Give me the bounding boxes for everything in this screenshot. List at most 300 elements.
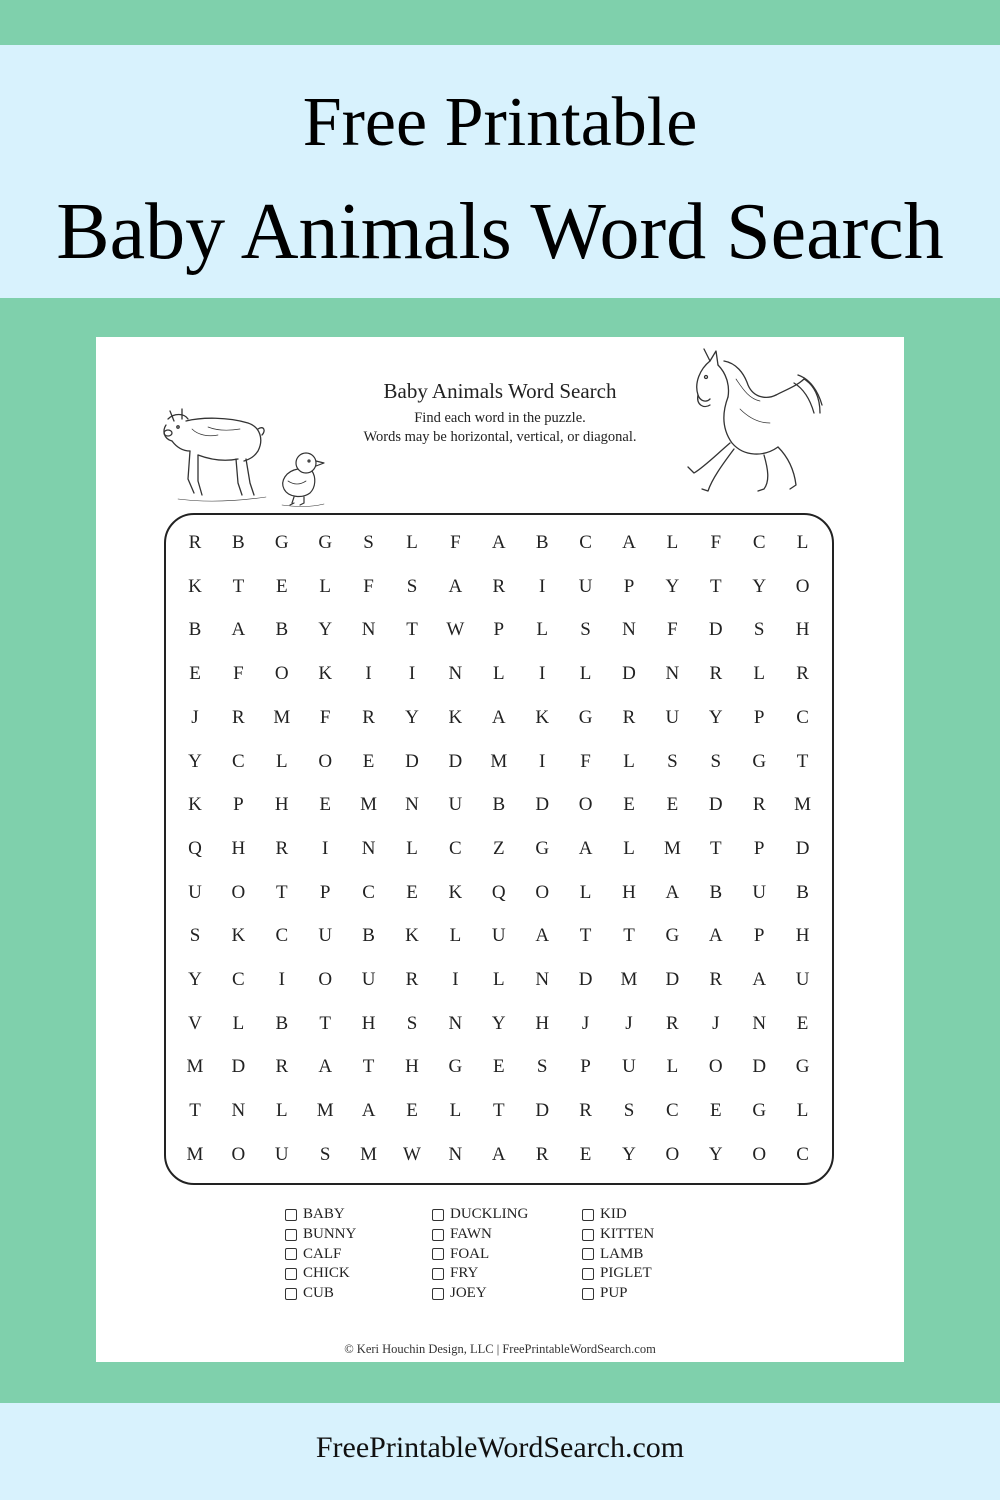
grid-letter[interactable]: J — [625, 1012, 633, 1034]
grid-letter[interactable]: C — [362, 881, 375, 903]
grid-letter[interactable]: M — [186, 1056, 204, 1078]
grid-letter[interactable]: N — [448, 663, 463, 685]
word-item[interactable] — [582, 1225, 654, 1245]
grid-letter[interactable]: C — [666, 1100, 679, 1122]
grid-letter[interactable]: F — [580, 750, 591, 772]
grid-letter[interactable]: R — [709, 663, 723, 685]
grid-letter[interactable]: T — [709, 837, 722, 859]
grid-letter[interactable]: W — [446, 619, 465, 641]
grid-letter[interactable]: N — [405, 794, 419, 816]
footer-site-link[interactable]: FreePrintableWordSearch.com — [315, 1431, 685, 1464]
grid-letter[interactable]: D — [708, 619, 723, 641]
grid-letter[interactable]: D — [795, 837, 810, 859]
grid-letter[interactable]: L — [753, 663, 765, 685]
grid-letter[interactable]: B — [709, 881, 723, 903]
grid-letter[interactable]: Y — [708, 706, 723, 728]
grid-letter[interactable]: I — [539, 750, 546, 772]
grid-row — [166, 914, 832, 958]
grid-letter[interactable]: M — [663, 837, 681, 859]
grid-letter[interactable]: Y — [665, 575, 680, 597]
grid-letter[interactable]: R — [622, 706, 636, 728]
grid-row — [166, 740, 832, 784]
banner-title-line2: Baby Animals Word Search — [56, 188, 944, 276]
grid-letter[interactable]: D — [708, 794, 723, 816]
grid-letter[interactable]: E — [362, 750, 375, 772]
grid-letter[interactable]: A — [578, 837, 593, 859]
banner-title-line1: Free Printable — [302, 84, 698, 161]
grid-letter[interactable]: R — [796, 663, 809, 685]
grid-letter[interactable]: V — [188, 1012, 202, 1034]
grid-letter[interactable]: U — [578, 575, 593, 597]
grid-letter[interactable]: R — [579, 1100, 592, 1122]
grid-letter[interactable]: O — [752, 1143, 767, 1165]
grid-letter[interactable]: R — [362, 706, 375, 728]
word-item[interactable] — [285, 1264, 356, 1284]
grid-row — [166, 1045, 832, 1089]
grid-letter[interactable]: H — [795, 619, 810, 641]
grid-letter[interactable]: N — [535, 969, 550, 990]
grid-letter[interactable]: A — [622, 532, 636, 553]
grid-letter[interactable]: R — [405, 969, 419, 990]
grid-letter[interactable]: B — [275, 1012, 289, 1034]
grid-letter[interactable]: S — [406, 575, 418, 597]
grid-letter[interactable]: S — [753, 619, 765, 641]
grid-letter[interactable]: N — [361, 837, 376, 859]
grid-letter[interactable]: L — [275, 1100, 288, 1122]
word-item[interactable] — [432, 1244, 528, 1264]
grid-letter[interactable]: T — [275, 881, 288, 903]
grid-letter[interactable]: B — [275, 619, 289, 641]
word-label: KITTEN — [600, 1226, 655, 1243]
word-checkbox[interactable] — [432, 1268, 444, 1280]
grid-row — [166, 696, 832, 740]
grid-letter[interactable]: L — [275, 750, 288, 772]
grid-row — [166, 783, 832, 827]
word-checkbox[interactable] — [432, 1288, 444, 1300]
grid-letter[interactable]: T — [232, 575, 245, 597]
grid-letter[interactable]: A — [491, 1143, 506, 1165]
grid-letter[interactable]: Q — [491, 881, 506, 903]
grid-letter[interactable]: G — [665, 925, 680, 947]
grid-letter[interactable]: L — [796, 1100, 809, 1122]
word-item[interactable] — [582, 1284, 654, 1304]
grid-letter[interactable]: R — [492, 575, 506, 597]
grid-letter[interactable]: A — [708, 925, 723, 947]
grid-letter[interactable]: L — [232, 1012, 245, 1034]
grid-letter[interactable]: K — [448, 881, 463, 903]
grid-letter[interactable]: L — [449, 1100, 462, 1122]
word-item[interactable] — [285, 1225, 356, 1245]
word-checkbox[interactable] — [285, 1268, 297, 1280]
grid-letter[interactable]: T — [623, 925, 635, 947]
grid-letter[interactable]: L — [492, 969, 505, 990]
word-checkbox[interactable] — [582, 1268, 594, 1280]
grid-letter[interactable]: R — [232, 706, 245, 728]
grid-letter[interactable]: Y — [318, 619, 333, 641]
word-item[interactable] — [432, 1264, 528, 1284]
grid-letter[interactable]: T — [579, 925, 592, 947]
word-column — [582, 1205, 654, 1303]
word-item[interactable] — [582, 1264, 654, 1284]
grid-letter[interactable]: L — [536, 619, 548, 641]
grid-letter[interactable]: E — [709, 1100, 722, 1122]
grid-letter[interactable]: R — [709, 969, 723, 990]
word-checkbox[interactable] — [582, 1288, 594, 1300]
grid-letter[interactable]: U — [274, 1143, 289, 1165]
grid-letter[interactable]: C — [579, 532, 592, 553]
word-label: KID — [600, 1206, 627, 1223]
grid-letter[interactable]: A — [665, 881, 680, 903]
grid-letter[interactable]: S — [710, 750, 722, 772]
grid-letter[interactable]: B — [188, 619, 202, 641]
grid-letter[interactable]: I — [539, 575, 546, 597]
grid-letter[interactable]: D — [405, 750, 419, 772]
grid-letter[interactable]: U — [665, 706, 680, 728]
grid-letter[interactable]: J — [191, 706, 199, 728]
grid-letter[interactable]: U — [795, 969, 810, 990]
grid-letter[interactable]: D — [231, 1056, 246, 1078]
word-label: FRY — [450, 1265, 479, 1282]
grid-letter[interactable]: K — [318, 663, 333, 685]
grid-letter[interactable]: H — [535, 1012, 550, 1034]
grid-letter[interactable]: G — [795, 1056, 810, 1078]
grid-letter[interactable]: K — [535, 706, 550, 728]
grid-letter[interactable]: I — [452, 969, 459, 990]
grid-letter[interactable]: L — [449, 925, 462, 947]
grid-letter[interactable]: N — [752, 1012, 767, 1034]
grid-letter[interactable]: E — [666, 794, 679, 816]
grid-letter[interactable]: G — [274, 532, 289, 553]
grid-letter[interactable]: D — [578, 969, 593, 990]
grid-row — [166, 1002, 832, 1046]
word-checkbox[interactable] — [582, 1248, 594, 1260]
grid-letter[interactable]: A — [752, 969, 767, 990]
grid-letter[interactable]: M — [316, 1100, 334, 1122]
word-checkbox[interactable] — [432, 1209, 444, 1221]
copyright-notice: © Keri Houchin Design, LLC | FreePrintableWordSearch.com — [344, 1342, 656, 1356]
grid-letter[interactable]: M — [620, 969, 638, 990]
grid-letter[interactable]: M — [273, 706, 291, 728]
grid-letter[interactable]: T — [796, 750, 809, 772]
grid-letter[interactable]: F — [233, 663, 244, 685]
grid-letter[interactable]: P — [753, 925, 765, 947]
grid-letter[interactable]: C — [232, 969, 245, 990]
grid-letter[interactable]: R — [275, 837, 289, 859]
word-label: JOEY — [450, 1285, 487, 1302]
grid-row — [166, 827, 832, 871]
grid-letter[interactable]: B — [535, 532, 549, 553]
grid-letter[interactable]: L — [666, 1056, 679, 1078]
grid-letter[interactable]: O — [318, 969, 333, 990]
word-checkbox[interactable] — [432, 1229, 444, 1241]
grid-letter[interactable]: E — [579, 1143, 592, 1165]
grid-letter[interactable]: I — [322, 837, 329, 859]
word-label: DUCKLING — [450, 1206, 529, 1223]
grid-letter[interactable]: O — [318, 750, 333, 772]
grid-letter[interactable]: Y — [405, 706, 419, 728]
grid-letter[interactable]: N — [622, 619, 636, 641]
grid-letter[interactable]: C — [232, 750, 245, 772]
grid-letter[interactable]: O — [795, 575, 810, 597]
grid-letter[interactable]: U — [318, 925, 333, 947]
grid-letter[interactable]: H — [622, 881, 636, 903]
grid-letter[interactable]: D — [535, 794, 550, 816]
grid-letter[interactable]: F — [710, 532, 722, 553]
grid-letter[interactable]: F — [450, 532, 461, 553]
word-item[interactable] — [285, 1284, 356, 1304]
grid-letter[interactable]: M — [360, 794, 378, 816]
grid-letter[interactable]: U — [752, 881, 767, 903]
word-label: CHICK — [303, 1265, 350, 1282]
grid-letter[interactable]: I — [365, 663, 372, 685]
grid-letter[interactable]: I — [408, 663, 416, 685]
grid-letter[interactable]: K — [188, 575, 202, 597]
grid-letter[interactable]: S — [536, 1056, 548, 1078]
grid-letter[interactable]: M — [186, 1143, 204, 1165]
grid-letter[interactable]: Y — [752, 575, 767, 597]
word-list — [96, 1205, 904, 1315]
grid-letter[interactable]: L — [319, 575, 331, 597]
grid-letter[interactable]: H — [795, 925, 810, 947]
letter-grid — [164, 513, 834, 1185]
grid-letter[interactable]: E — [623, 794, 635, 816]
grid-letter[interactable]: P — [493, 619, 505, 641]
grid-letter[interactable]: T — [189, 1100, 201, 1122]
grid-letter[interactable]: S — [189, 925, 201, 947]
footer-banner — [0, 1403, 1000, 1500]
word-checkbox[interactable] — [582, 1229, 594, 1241]
grid-letter[interactable]: A — [361, 1100, 376, 1122]
grid-letter[interactable]: Y — [622, 1143, 636, 1165]
grid-letter[interactable]: R — [535, 1143, 549, 1165]
word-column — [285, 1205, 356, 1303]
word-column — [432, 1205, 528, 1303]
grid-letter[interactable]: E — [796, 1012, 809, 1034]
grid-letter[interactable]: I — [539, 663, 546, 685]
grid-letter[interactable]: L — [492, 663, 505, 685]
word-item[interactable] — [582, 1205, 654, 1225]
grid-letter[interactable]: D — [665, 969, 680, 990]
grid-letter[interactable]: L — [579, 881, 592, 903]
grid-letter[interactable]: N — [448, 1143, 463, 1165]
grid-letter[interactable]: Q — [188, 837, 202, 859]
grid-letter[interactable]: P — [580, 1056, 591, 1078]
word-checkbox[interactable] — [285, 1209, 297, 1221]
worksheet-instructions — [96, 409, 904, 447]
word-checkbox[interactable] — [432, 1248, 444, 1260]
word-label: FAWN — [450, 1226, 492, 1243]
grid-letter[interactable]: Y — [708, 1143, 723, 1165]
word-label: FOAL — [450, 1245, 490, 1262]
grid-letter[interactable]: L — [406, 532, 418, 553]
grid-letter[interactable]: E — [406, 1100, 418, 1122]
grid-letter[interactable]: C — [275, 925, 289, 947]
grid-letter[interactable]: P — [623, 575, 635, 597]
grid-letter[interactable]: E — [406, 881, 418, 903]
grid-letter[interactable]: S — [406, 1012, 418, 1034]
grid-letter[interactable]: P — [319, 881, 331, 903]
grid-letter[interactable]: E — [492, 1056, 505, 1078]
grid-letter[interactable]: L — [666, 532, 679, 553]
grid-letter[interactable]: L — [623, 837, 635, 859]
grid-letter[interactable]: S — [363, 532, 374, 553]
grid-letter[interactable]: C — [449, 837, 462, 859]
grid-letter[interactable]: O — [665, 1143, 680, 1165]
grid-letter[interactable]: G — [578, 706, 593, 728]
grid-letter[interactable]: H — [361, 1012, 376, 1034]
word-label: BABY — [303, 1206, 345, 1223]
grid-letter[interactable]: B — [796, 881, 809, 903]
grid-letter[interactable]: U — [448, 794, 463, 816]
grid-row — [166, 1133, 832, 1177]
grid-letter[interactable]: D — [535, 1100, 550, 1122]
grid-letter[interactable]: Z — [492, 837, 505, 859]
grid-letter[interactable]: N — [665, 663, 680, 685]
word-item[interactable] — [285, 1205, 356, 1225]
grid-letter[interactable]: O — [578, 794, 593, 816]
grid-row — [166, 608, 832, 652]
grid-letter[interactable]: A — [231, 619, 246, 641]
grid-letter[interactable]: S — [580, 619, 591, 641]
grid-letter[interactable]: M — [794, 794, 812, 816]
instruction-line: Find each word in the puzzle. — [414, 410, 586, 426]
grid-letter[interactable]: O — [231, 881, 246, 903]
grid-row — [166, 1089, 832, 1133]
grid-letter[interactable]: R — [752, 794, 766, 816]
grid-letter[interactable]: T — [406, 619, 418, 641]
worksheet — [96, 337, 904, 1362]
grid-letter[interactable]: L — [406, 837, 418, 859]
grid-letter[interactable]: A — [318, 1056, 333, 1078]
grid-row — [166, 565, 832, 609]
word-item[interactable] — [285, 1244, 356, 1264]
grid-letter[interactable]: G — [318, 532, 333, 553]
grid-letter[interactable]: P — [753, 837, 765, 859]
grid-letter[interactable]: S — [319, 1143, 331, 1165]
title-banner — [0, 45, 1000, 298]
grid-letter[interactable]: D — [622, 663, 636, 685]
grid-letter[interactable]: P — [753, 706, 765, 728]
word-checkbox[interactable] — [285, 1229, 297, 1241]
grid-letter[interactable]: I — [278, 969, 285, 990]
word-checkbox[interactable] — [582, 1209, 594, 1221]
grid-letter[interactable]: J — [581, 1012, 590, 1034]
grid-letter[interactable]: T — [319, 1012, 331, 1034]
grid-letter[interactable]: E — [319, 794, 331, 816]
grid-letter[interactable]: J — [712, 1012, 720, 1034]
grid-letter[interactable]: R — [188, 532, 202, 553]
grid-letter[interactable]: R — [275, 1056, 289, 1078]
grid-letter[interactable]: T — [362, 1056, 375, 1078]
grid-letter[interactable]: C — [796, 1143, 809, 1165]
grid-letter[interactable]: M — [360, 1143, 378, 1165]
grid-letter[interactable]: L — [579, 663, 592, 685]
grid-letter[interactable]: F — [319, 706, 331, 728]
grid-letter[interactable]: M — [490, 750, 508, 772]
grid-letter[interactable]: G — [752, 750, 767, 772]
grid-letter[interactable]: U — [491, 925, 506, 947]
chick-illustration-icon — [276, 449, 328, 507]
grid-letter[interactable]: H — [274, 794, 289, 816]
grid-letter[interactable]: O — [535, 881, 550, 903]
grid-letter[interactable]: C — [796, 706, 809, 728]
grid-letter[interactable]: N — [448, 1012, 463, 1034]
word-label: CALF — [303, 1245, 342, 1262]
grid-letter[interactable]: A — [491, 532, 506, 553]
grid-letter[interactable]: E — [275, 575, 288, 597]
word-checkbox[interactable] — [285, 1288, 297, 1300]
word-label: BUNNY — [303, 1226, 357, 1243]
grid-letter[interactable]: U — [361, 969, 376, 990]
grid-letter[interactable]: P — [233, 794, 244, 816]
grid-letter[interactable]: B — [492, 794, 506, 816]
grid-letter[interactable]: N — [361, 619, 376, 641]
grid-letter[interactable]: H — [231, 837, 246, 859]
word-label: PUP — [600, 1285, 628, 1302]
grid-letter[interactable]: Y — [491, 1012, 506, 1034]
grid-letter[interactable]: U — [622, 1056, 636, 1078]
grid-letter[interactable]: D — [448, 750, 463, 772]
grid-letter[interactable]: G — [448, 1056, 463, 1078]
grid-letter[interactable]: S — [623, 1100, 635, 1122]
grid-row — [166, 521, 832, 565]
grid-letter[interactable]: E — [189, 663, 201, 685]
instruction-line: Words may be horizontal, vertical, or diagonal. — [363, 429, 637, 445]
grid-letter[interactable]: O — [274, 663, 289, 685]
grid-letter[interactable]: T — [709, 575, 722, 597]
grid-letter[interactable]: F — [667, 619, 678, 641]
word-item[interactable] — [582, 1244, 654, 1264]
word-checkbox[interactable] — [285, 1248, 297, 1260]
grid-letter[interactable]: A — [448, 575, 463, 597]
grid-letter[interactable]: Y — [188, 750, 202, 772]
grid-letter[interactable]: G — [752, 1100, 767, 1122]
grid-letter[interactable]: Y — [188, 969, 202, 990]
grid-letter[interactable]: S — [667, 750, 678, 772]
grid-row — [166, 958, 832, 1002]
grid-letter[interactable]: W — [403, 1143, 421, 1165]
grid-letter[interactable]: D — [752, 1056, 767, 1078]
word-item[interactable] — [432, 1284, 528, 1304]
grid-letter[interactable]: L — [796, 532, 809, 553]
grid-letter[interactable]: K — [231, 925, 246, 947]
word-item[interactable] — [432, 1205, 528, 1225]
grid-letter[interactable]: L — [623, 750, 635, 772]
grid-letter[interactable]: U — [188, 881, 202, 903]
grid-letter[interactable]: C — [752, 532, 766, 553]
grid-row — [166, 871, 832, 915]
grid-letter[interactable]: F — [363, 575, 374, 597]
grid-letter[interactable]: B — [232, 532, 245, 553]
grid-letter[interactable]: O — [231, 1143, 246, 1165]
grid-letter[interactable]: A — [535, 925, 550, 947]
word-item[interactable] — [432, 1225, 528, 1245]
grid-row — [166, 652, 832, 696]
grid-letter[interactable]: B — [362, 925, 375, 947]
grid-letter[interactable]: T — [492, 1100, 505, 1122]
grid-letter[interactable]: K — [405, 925, 419, 947]
word-label: CUB — [303, 1285, 334, 1302]
grid-letter[interactable]: R — [666, 1012, 679, 1034]
grid-letter[interactable]: G — [535, 837, 550, 859]
grid-letter[interactable]: A — [491, 706, 506, 728]
grid-letter[interactable]: K — [188, 794, 202, 816]
grid-letter[interactable]: N — [231, 1100, 246, 1122]
worksheet-title: Baby Animals Word Search — [383, 379, 617, 403]
grid-letter[interactable]: K — [448, 706, 463, 728]
grid-letter[interactable]: H — [405, 1056, 419, 1078]
grid-letter[interactable]: O — [708, 1056, 723, 1078]
